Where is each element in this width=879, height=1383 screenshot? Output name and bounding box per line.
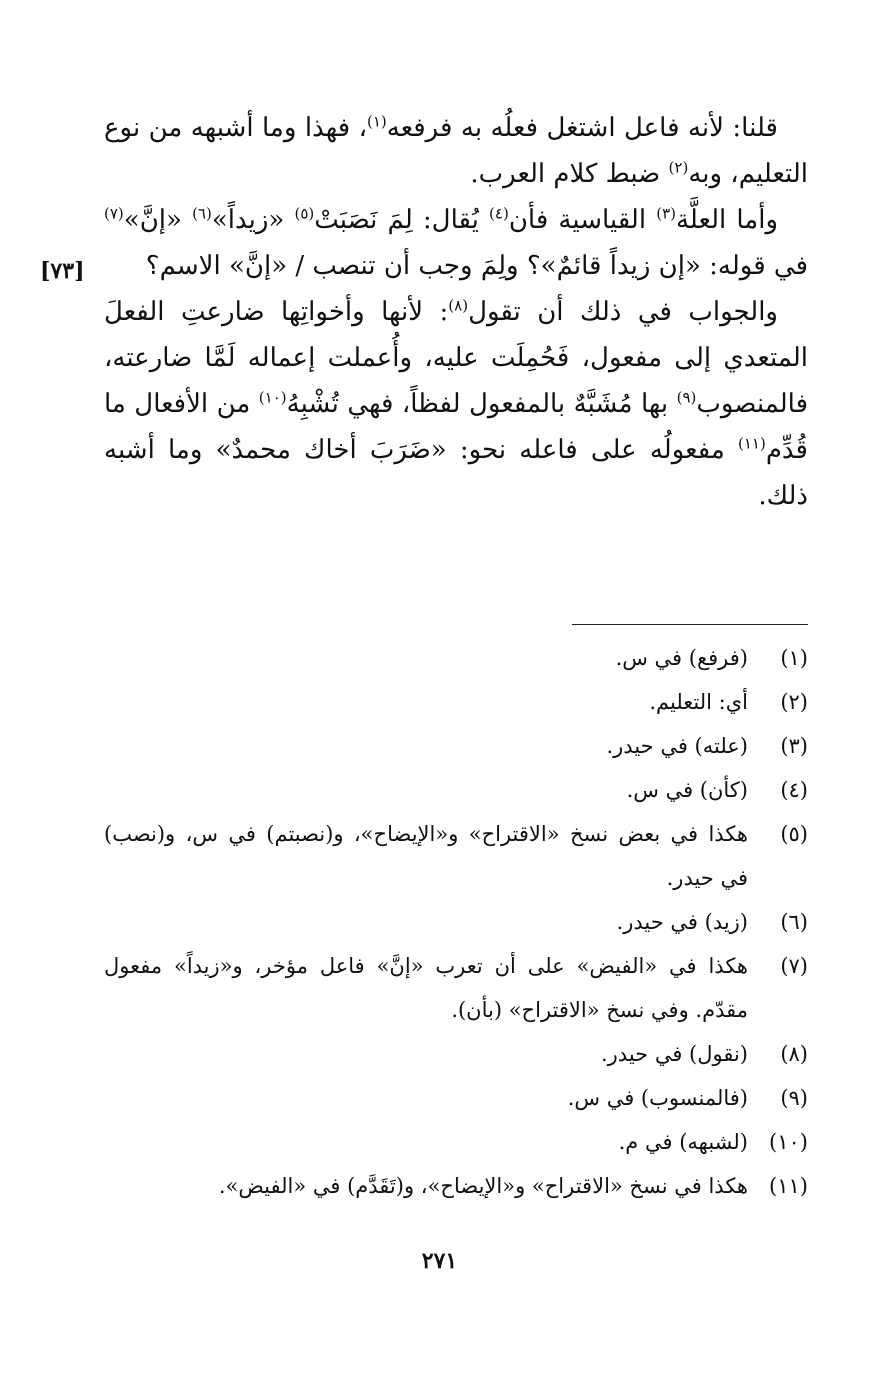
footnote-marker: (٤) <box>489 204 509 223</box>
footnote-text: (لشبهه) في م. <box>618 1130 748 1154</box>
text-run: من الأفعال ما قُدِّم <box>104 389 808 465</box>
footnote-text: أي: التعليم. <box>649 690 748 714</box>
footnote-marker: (١٠) <box>258 388 287 407</box>
footnote-text: (زيد) في حيدر. <box>616 910 748 934</box>
paragraph <box>104 105 808 197</box>
footnote-number: (٨) <box>780 1042 808 1066</box>
footnote-number: (٣) <box>780 734 808 758</box>
footnote <box>104 1032 808 1076</box>
text-run: والجواب في ذلك أن تقول <box>468 297 778 327</box>
footnote-separator <box>572 624 808 625</box>
text-run: بها مُشَبَّهٌ بالمفعول لفظاً، فهي تُشْبِهُ <box>286 389 677 419</box>
footnote-marker: (٨) <box>448 296 469 315</box>
footnote <box>104 1076 808 1120</box>
paragraph <box>104 197 808 289</box>
text-run: ضبط كلام العرب. <box>470 159 669 189</box>
footnote-marker: (٩) <box>676 388 697 407</box>
footnote-number: (٧) <box>780 954 808 978</box>
footnote-marker: (٣) <box>656 204 676 223</box>
footnote-number: (٤) <box>780 778 808 802</box>
footnote-text: (نقول) في حيدر. <box>600 1042 748 1066</box>
page-number: ٢٧١ <box>421 1248 458 1274</box>
footnote-marker: (١١) <box>737 434 766 453</box>
footnote-number: (٥) <box>780 822 808 846</box>
footnotes <box>104 636 808 1208</box>
footnote-marker: (٢) <box>668 158 689 177</box>
footnote-text: هكذا في «الفيض» على أن تعرب «إنَّ» فاعل مؤخر، و«زيداً» مفعول مقدّم. وفي نسخ «الاقتراح» (بأن). <box>104 954 748 1022</box>
footnote <box>104 1164 808 1208</box>
footnote-text: (علته) في حيدر. <box>606 734 748 758</box>
footnote-marker: (٥) <box>294 204 315 223</box>
paragraph <box>104 289 808 519</box>
footnote-text: (فرفع) في س. <box>615 646 748 670</box>
text-run: في قوله: «إن زيداً قائمٌ»؟ ولِمَ وجب أن تنصب / «إنَّ» الاسم؟ <box>145 251 808 281</box>
footnote <box>104 724 808 768</box>
text-run: مفعولُه على فاعله نحو: «ضَرَبَ أخاك محمدٌ» وما أشبه ذلك. <box>104 435 808 511</box>
footnote <box>104 944 808 1032</box>
footnote <box>104 680 808 724</box>
footnote <box>104 900 808 944</box>
text-run: قلنا: لأنه فاعل اشتغل فعلُه به فرفعه <box>386 113 778 143</box>
footnote-number: (٢) <box>780 690 808 714</box>
footnote <box>104 636 808 680</box>
footnote-number: (٦) <box>780 910 808 934</box>
footnote-text: هكذا في بعض نسخ «الاقتراح» و«الإيضاح»، و(نصبتم) في س، و(نصب) في حيدر. <box>104 822 748 890</box>
main-text <box>104 105 808 519</box>
footnote <box>104 768 808 812</box>
footnote <box>104 1120 808 1164</box>
text-run: «زيداً» <box>211 205 295 235</box>
footnote-text: هكذا في نسخ «الاقتراح» و«الإيضاح»، و(تَقَدَّم) في «الفيض». <box>218 1174 748 1198</box>
footnote-number: (١) <box>780 646 808 670</box>
footnote <box>104 812 808 900</box>
footnote-marker: (٦) <box>192 204 212 223</box>
margin-page-reference: [٧٣] <box>40 258 85 284</box>
text-run: وأما العلَّة <box>675 205 778 235</box>
footnote-marker: (٧) <box>104 204 124 223</box>
footnote-number: (١١) <box>769 1174 808 1198</box>
text-run: «إنَّ» <box>123 205 193 235</box>
text-run: ، فهذا وما أشبهه من نوع التعليم، وبه <box>104 113 808 189</box>
text-run: القياسية فأن <box>508 205 657 235</box>
footnote-number: (٩) <box>780 1086 808 1110</box>
text-run: يُقال: لِمَ نَصَبَتْ <box>314 205 490 235</box>
footnote-number: (١٠) <box>769 1130 808 1154</box>
footnote-text: (فالمنسوب) في س. <box>567 1086 748 1110</box>
text-run: : لأنها وأخواتِها ضارعتِ الفعلَ المتعدي إلى مفعول، فَحُمِلَت عليه، وأُعملت إعماله لَمَّا ضارعته، فالمنصوب <box>104 297 808 419</box>
footnote-marker: (١) <box>366 112 387 131</box>
footnote-text: (كأن) في س. <box>626 778 748 802</box>
